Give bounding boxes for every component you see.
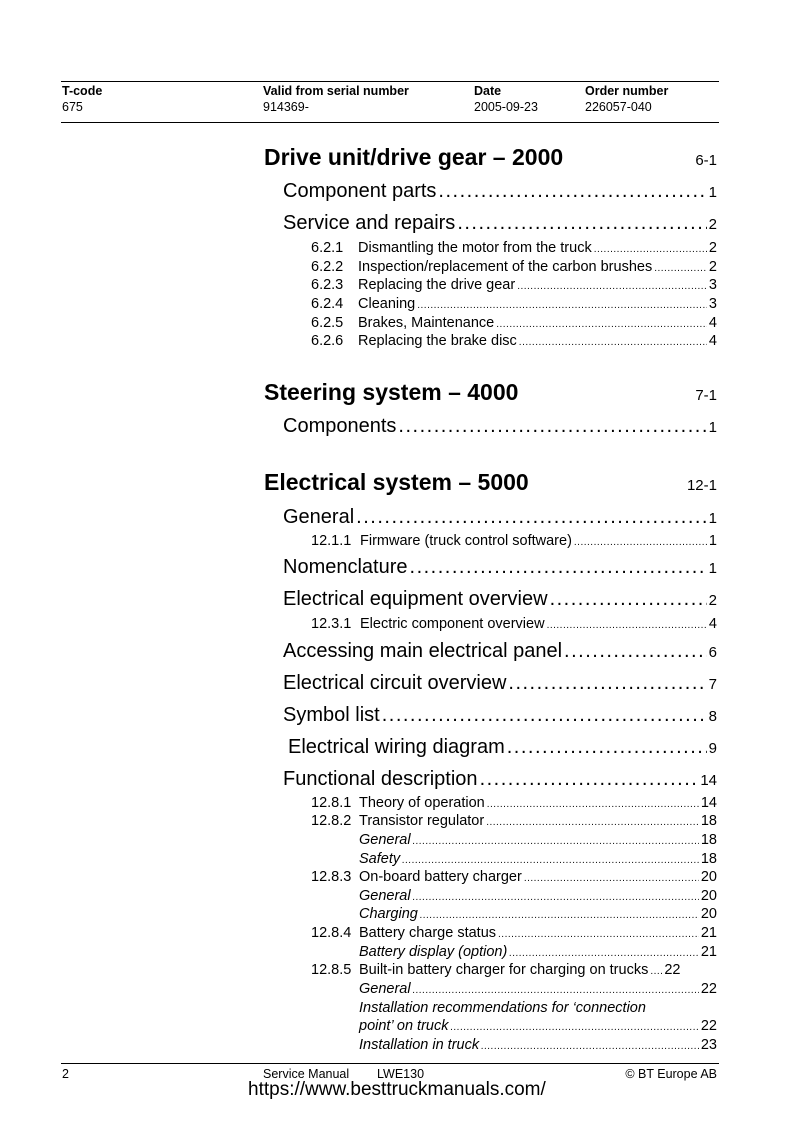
toc-topic[interactable] xyxy=(359,888,717,904)
toc-section[interactable] xyxy=(283,704,717,727)
header-bottom-rule xyxy=(61,122,719,123)
section-title: Accessing main electrical panel xyxy=(283,640,563,662)
subsection-title: Cleaning xyxy=(358,296,416,312)
toc-subsection[interactable] xyxy=(311,962,717,978)
subsection-page: 2 xyxy=(708,259,717,275)
topic-page: 20 xyxy=(700,906,717,922)
section-page: 2 xyxy=(708,216,717,233)
topic-title: Battery display (option) xyxy=(359,944,508,960)
chapter-page: 7-1 xyxy=(695,387,717,404)
subsection-page: 4 xyxy=(708,333,717,349)
subsection-page: 21 xyxy=(700,925,717,941)
topic-page: 23 xyxy=(700,1037,717,1053)
subsection-page: 4 xyxy=(708,315,717,331)
section-page: 1 xyxy=(708,419,717,436)
toc-section[interactable] xyxy=(288,736,717,759)
tcode-value: 675 xyxy=(62,100,83,114)
serial-label: Valid from serial number xyxy=(263,84,409,98)
subsection-page: 2 xyxy=(708,240,717,256)
toc-section[interactable] xyxy=(283,556,717,579)
subsection-title: Replacing the brake disc xyxy=(358,333,517,349)
section-page: 14 xyxy=(700,772,717,789)
toc-section[interactable] xyxy=(283,506,717,529)
subsection-number: 12.8.4 xyxy=(311,925,352,941)
subsection-page: 4 xyxy=(708,616,717,632)
toc-topic[interactable] xyxy=(359,906,717,922)
footer-copyright: © BT Europe AB xyxy=(625,1067,717,1081)
toc-subsection[interactable] xyxy=(311,813,717,829)
section-page: 1 xyxy=(708,184,717,201)
subsection-number: 6.2.6 xyxy=(311,333,344,349)
footer-url-link[interactable]: https://www.besttruckmanuals.com/ xyxy=(248,1079,546,1100)
date-value: 2005-09-23 xyxy=(474,100,538,114)
section-title: Functional description xyxy=(283,768,478,790)
toc-topic[interactable] xyxy=(359,981,717,997)
section-page: 6 xyxy=(708,644,717,661)
toc-section[interactable] xyxy=(283,415,717,438)
subsection-title: Electric component overview xyxy=(360,616,545,632)
toc-section[interactable] xyxy=(283,672,717,695)
subsection-title: Dismantling the motor from the truck xyxy=(358,240,592,256)
section-page: 1 xyxy=(708,560,717,577)
chapter-title: Electrical system – 5000 xyxy=(264,469,529,495)
section-title: Electrical equipment overview xyxy=(283,588,548,610)
toc-topic[interactable] xyxy=(359,944,717,960)
toc-chapter[interactable] xyxy=(264,144,717,171)
subsection-number: 6.2.2 xyxy=(311,259,344,275)
date-label: Date xyxy=(474,84,502,98)
subsection-number: 12.8.3 xyxy=(311,869,352,885)
topic-page: 20 xyxy=(700,888,717,904)
toc-subsection[interactable] xyxy=(311,533,717,549)
section-title: Service and repairs xyxy=(283,212,456,234)
subsection-page: 20 xyxy=(700,869,717,885)
toc-section[interactable] xyxy=(283,640,717,663)
footer-model: LWE130 xyxy=(377,1067,425,1081)
topic-title: Installation in truck xyxy=(359,1037,480,1053)
subsection-page: 1 xyxy=(708,533,717,549)
section-page: 7 xyxy=(708,676,717,693)
tcode-label: T-code xyxy=(62,84,103,98)
section-title: Electrical circuit overview xyxy=(283,672,507,694)
topic-title: Safety xyxy=(359,851,401,867)
subsection-page: 3 xyxy=(708,277,717,293)
toc-subsection[interactable] xyxy=(311,333,717,349)
section-title: Nomenclature xyxy=(283,556,408,578)
topic-page: 18 xyxy=(700,832,717,848)
subsection-title: On-board battery charger xyxy=(359,869,522,885)
subsection-number: 12.8.5 xyxy=(311,962,352,978)
topic-title: General xyxy=(359,981,411,997)
topic-page: 18 xyxy=(700,851,717,867)
subsection-title: Battery charge status xyxy=(359,925,497,941)
toc-subsection[interactable] xyxy=(311,616,717,632)
order-label: Order number xyxy=(585,84,669,98)
chapter-page: 6-1 xyxy=(695,152,717,169)
chapter-title: Drive unit/drive gear – 2000 xyxy=(264,144,564,170)
toc-section[interactable] xyxy=(283,212,717,235)
toc-subsection[interactable] xyxy=(311,296,717,312)
subsection-title: Theory of operation xyxy=(359,795,485,811)
subsection-number: 12.3.1 xyxy=(311,616,352,632)
toc-topic[interactable] xyxy=(359,851,717,867)
chapter-page: 12-1 xyxy=(686,477,717,494)
toc-topic[interactable] xyxy=(359,1037,717,1053)
toc-subsection[interactable] xyxy=(311,795,717,811)
subsection-title: Firmware (truck control software) xyxy=(360,533,572,549)
subsection-number: 6.2.4 xyxy=(311,296,344,312)
section-page: 1 xyxy=(708,510,717,527)
toc-subsection[interactable] xyxy=(311,259,717,275)
order-value: 226057-040 xyxy=(585,100,652,114)
topic-page: 22 xyxy=(700,981,717,997)
toc-chapter[interactable] xyxy=(264,469,717,496)
toc-section[interactable] xyxy=(283,588,717,611)
subsection-page: 18 xyxy=(700,813,717,829)
subsection-title: Brakes, Maintenance xyxy=(358,315,495,331)
toc-subsection[interactable] xyxy=(311,277,717,293)
toc-topic[interactable] xyxy=(359,1018,717,1034)
topic-title: point’ on truck xyxy=(359,1018,449,1034)
subsection-title: Replacing the drive gear xyxy=(358,277,516,293)
section-page: 2 xyxy=(708,592,717,609)
subsection-number: 12.1.1 xyxy=(311,533,352,549)
subsection-number: 6.2.3 xyxy=(311,277,344,293)
chapter-title: Steering system – 4000 xyxy=(264,379,519,405)
toc-subsection[interactable] xyxy=(311,925,717,941)
topic-title: General xyxy=(359,888,411,904)
subsection-number: 12.8.1 xyxy=(311,795,352,811)
subsection-number: 6.2.1 xyxy=(311,240,344,256)
toc-subsection[interactable] xyxy=(311,315,717,331)
footer-manual-label: Service Manual xyxy=(263,1067,350,1081)
toc-subsection[interactable] xyxy=(311,240,717,256)
toc-section[interactable] xyxy=(283,768,717,791)
footer-rule xyxy=(61,1063,719,1064)
section-page: 8 xyxy=(708,708,717,725)
subsection-page: 3 xyxy=(708,296,717,312)
section-title: General xyxy=(283,506,355,528)
subsection-page: 14 xyxy=(700,795,717,811)
section-page: 9 xyxy=(708,740,717,757)
footer-page-number: 2 xyxy=(62,1067,69,1081)
section-title: Symbol list xyxy=(283,704,380,726)
topic-title: Charging xyxy=(359,906,418,922)
header-top-rule xyxy=(61,81,719,82)
topic-page: 21 xyxy=(700,944,717,960)
toc-topic[interactable] xyxy=(359,832,717,848)
subsection-title: Transistor regulator xyxy=(359,813,485,829)
subsection-number: 12.8.2 xyxy=(311,813,352,829)
toc-section[interactable] xyxy=(283,180,717,203)
section-title: Component parts xyxy=(283,180,437,202)
section-title: Electrical wiring diagram xyxy=(288,736,505,758)
toc-chapter[interactable] xyxy=(264,379,717,406)
subsection-title: Inspection/replacement of the carbon brushes xyxy=(358,259,653,275)
toc-subsection[interactable] xyxy=(311,869,717,885)
topic-title: General xyxy=(359,832,411,848)
section-title: Components xyxy=(283,415,397,437)
topic-page: 22 xyxy=(700,1018,717,1034)
serial-value: 914369- xyxy=(263,100,309,114)
toc-topic-line[interactable]: Installation recommendations for ‘connection xyxy=(359,1000,646,1016)
subsection-number: 6.2.5 xyxy=(311,315,344,331)
subsection-title: Built-in battery charger for charging on trucks xyxy=(359,962,649,978)
subsection-page: 22 xyxy=(664,962,681,978)
